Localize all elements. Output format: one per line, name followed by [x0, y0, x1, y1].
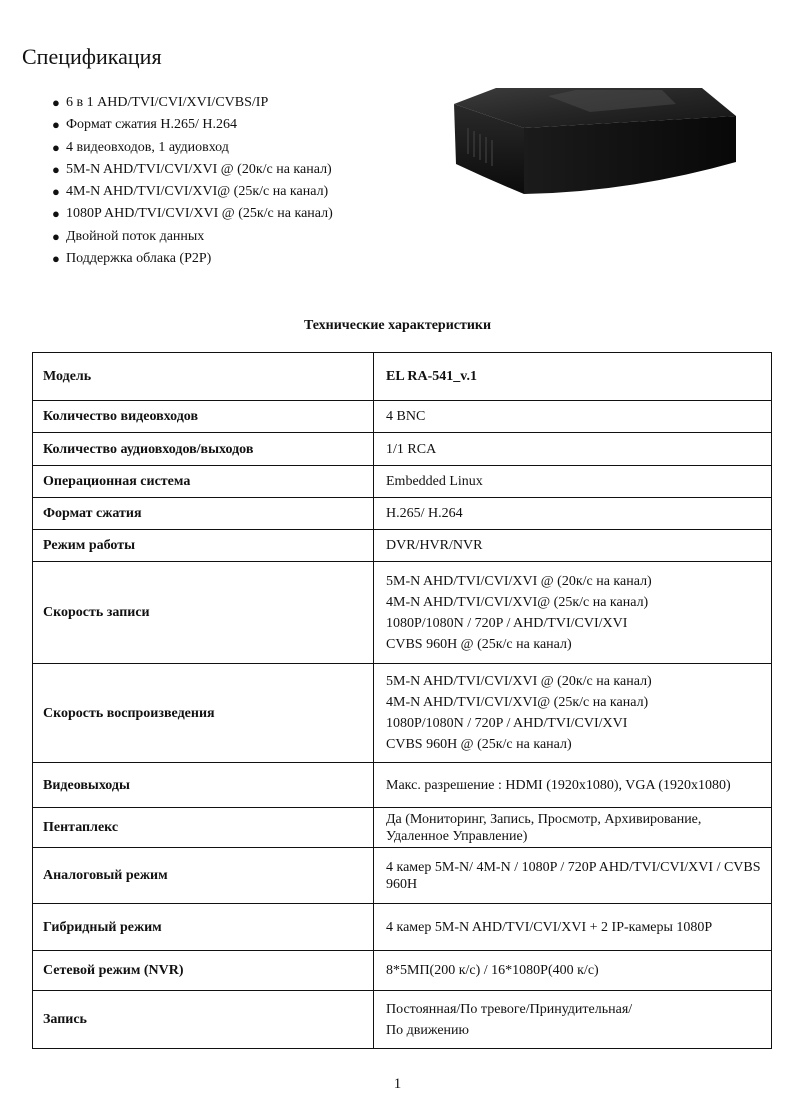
bullet-icon: ● [52, 206, 60, 222]
spec-value-line: 5M-N AHD/TVI/CVI/XVI @ (20к/с на канал) [386, 674, 652, 689]
spec-label: Количество аудиовходов/выходов [33, 433, 374, 466]
spec-value [374, 951, 772, 991]
feature-text: 1080P AHD/TVI/CVI/XVI @ (25к/с на канал) [66, 206, 333, 222]
spec-label: Аналоговый режим [33, 848, 374, 904]
feature-text: Поддержка облака (P2P) [66, 251, 212, 267]
bullet-icon: ● [52, 251, 60, 267]
spec-value [374, 401, 772, 433]
spec-value [374, 664, 772, 763]
spec-row [33, 848, 772, 904]
spec-value [374, 498, 772, 530]
feature-item [52, 248, 333, 270]
spec-row [33, 808, 772, 848]
spec-label: Режим работы [33, 530, 374, 562]
spec-table [32, 352, 772, 1049]
dvr-device-image [440, 76, 740, 200]
feature-item [52, 137, 333, 159]
spec-value [374, 530, 772, 562]
page-number: 1 [393, 1076, 402, 1092]
spec-value-line: 5M-N AHD/TVI/CVI/XVI @ (20к/с на канал) [386, 573, 652, 589]
page-title: Спецификация [22, 44, 162, 69]
spec-label: Запись [33, 991, 374, 1049]
spec-label: Формат сжатия [33, 498, 374, 530]
spec-value-line: DVR/HVR/NVR [386, 538, 483, 553]
spec-label: Пентаплекс [33, 808, 374, 848]
feature-text: 4M-N AHD/TVI/CVI/XVI@ (25к/с на канал) [66, 184, 329, 200]
spec-value-line: 4M-N AHD/TVI/CVI/XVI@ (25к/с на канал) [386, 695, 649, 710]
spec-row [33, 498, 772, 530]
spec-value-line: 1080P/1080N / 720P / AHD/TVI/CVI/XVI [386, 716, 628, 731]
spec-value-line: CVBS 960H @ (25к/с на канал) [386, 636, 572, 652]
spec-value [374, 466, 772, 498]
feature-text: 5M-N AHD/TVI/CVI/XVI @ (20к/с на канал) [66, 161, 332, 177]
spec-value-line: 4 камер 5M-N AHD/TVI/CVI/XVI + 2 IP-камеры 1080P [386, 919, 713, 935]
spec-row [33, 763, 772, 808]
spec-label: Гибридный режим [33, 904, 374, 951]
spec-row [33, 466, 772, 498]
spec-value-line: 4M-N AHD/TVI/CVI/XVI@ (25к/с на канал) [386, 594, 649, 610]
bullet-icon: ● [52, 184, 60, 200]
spec-row [33, 664, 772, 763]
bullet-icon: ● [52, 117, 60, 133]
spec-value-line: Да (Мониторинг, Запись, Просмотр, Архивирование, Удаленное Управление) [386, 811, 702, 844]
spec-row [33, 401, 772, 433]
spec-row [33, 951, 772, 991]
spec-value [374, 904, 772, 951]
feature-item [52, 203, 333, 225]
spec-value-line: Макс. разрешение : HDMI (1920x1080), VGA (1920x1080) [386, 777, 731, 793]
bullet-icon: ● [52, 95, 60, 110]
table-title: Технические характеристики [303, 318, 492, 333]
spec-row [33, 904, 772, 951]
spec-value-line: 1080P/1080N / 720P / AHD/TVI/CVI/XVI [386, 615, 628, 631]
spec-label: Количество видеовходов [33, 401, 374, 433]
feature-text: Формат сжатия H.265/ H.264 [66, 117, 237, 133]
spec-label: Видеовыходы [33, 763, 374, 808]
bullet-icon: ● [52, 161, 60, 177]
spec-label: Скорость воспроизведения [33, 664, 374, 763]
spec-value [374, 848, 772, 904]
spec-row [33, 991, 772, 1049]
spec-value-line: EL RA-541_v.1 [386, 369, 478, 384]
spec-row [33, 353, 772, 401]
spec-label: Сетевой режим (NVR) [33, 951, 374, 991]
spec-label: Операционная система [33, 466, 374, 498]
spec-row [33, 433, 772, 466]
spec-row [33, 530, 772, 562]
spec-value-line: CVBS 960H @ (25к/с на канал) [386, 737, 572, 752]
spec-label: Скорость записи [33, 562, 374, 664]
feature-item [52, 181, 333, 203]
spec-value [374, 433, 772, 466]
spec-label: Модель [33, 353, 374, 401]
feature-text: 6 в 1 AHD/TVI/CVI/XVI/CVBS/IP [66, 95, 269, 110]
feature-item [52, 92, 333, 114]
spec-value-line: 8*5МП(200 к/с) / 16*1080P(400 к/с) [386, 963, 599, 978]
spec-value [374, 353, 772, 401]
feature-item [52, 226, 333, 248]
spec-value [374, 763, 772, 808]
spec-value-line: Постоянная/По тревоге/Принудительная/ [386, 1001, 633, 1017]
feature-list [52, 92, 333, 270]
spec-value-line: По движению [386, 1022, 469, 1038]
spec-row [33, 562, 772, 664]
bullet-icon: ● [52, 139, 60, 155]
feature-text: Двойной поток данных [66, 228, 205, 244]
feature-item [52, 159, 333, 181]
spec-value-line: 4 камер 5M-N/ 4M-N / 1080P / 720P AHD/TVI/CVI/XVI / CVBS 960H [386, 859, 761, 892]
spec-value [374, 991, 772, 1049]
spec-value [374, 562, 772, 664]
feature-item [52, 114, 333, 136]
spec-value [374, 808, 772, 848]
feature-text: 4 видеовходов, 1 аудиовход [66, 139, 229, 155]
bullet-icon: ● [52, 228, 60, 244]
spec-value-line: 1/1 RCA [386, 441, 437, 457]
spec-value-line: 4 BNC [386, 409, 426, 424]
spec-value-line: Embedded Linux [386, 474, 483, 489]
spec-value-line: H.265/ H.264 [386, 506, 463, 521]
